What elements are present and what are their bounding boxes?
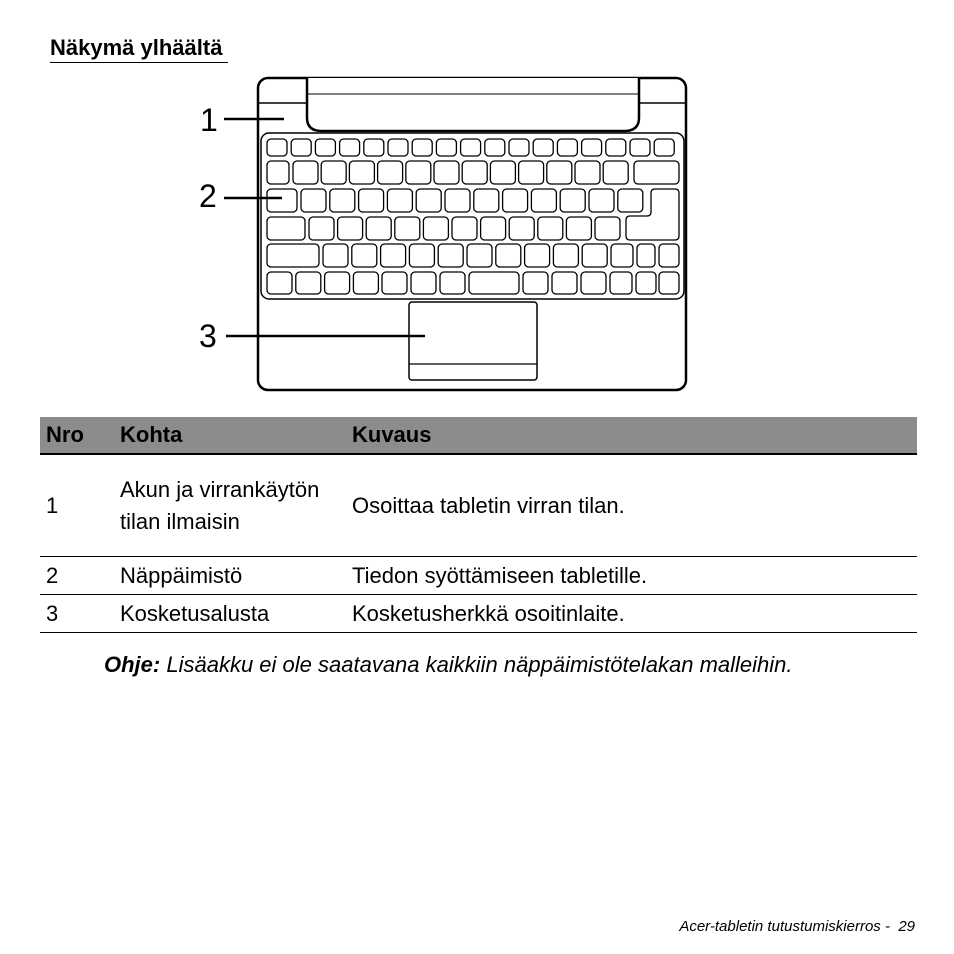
keyboard-key	[552, 272, 577, 294]
keyboard-key	[560, 189, 585, 212]
keyboard-key	[634, 161, 679, 184]
keyboard-key	[267, 217, 305, 240]
callout-number-2: 2	[199, 178, 217, 214]
keyboard-key	[323, 244, 348, 267]
keyboard-key	[416, 189, 441, 212]
callout-number-3: 3	[199, 318, 217, 354]
keyboard-key	[434, 161, 459, 184]
note-text: Lisäakku ei ole saatavana kaikkiin näppäimistötelakan malleihin.	[166, 652, 793, 677]
keyboard-key	[411, 272, 436, 294]
keyboard-key	[267, 139, 287, 156]
keyboard-key	[445, 189, 470, 212]
keyboard-key	[467, 244, 492, 267]
keyboard-key	[388, 139, 408, 156]
keyboard-key	[490, 161, 515, 184]
keyboard-key	[575, 161, 600, 184]
keyboard-key	[637, 244, 655, 267]
table-row	[40, 454, 917, 557]
cell-nro: 3	[40, 595, 114, 633]
keyboard-key	[509, 139, 529, 156]
keyboard-key	[582, 244, 607, 267]
keyboard-key	[267, 189, 297, 212]
keyboard-key	[566, 217, 591, 240]
keyboard-key	[469, 272, 519, 294]
keyboard-key	[412, 139, 432, 156]
cell-kohta: Näppäimistö	[114, 557, 346, 595]
keyboard-key	[557, 139, 577, 156]
keyboard-key	[291, 139, 311, 156]
keyboard-key	[462, 161, 487, 184]
hinge-cradle	[307, 78, 639, 131]
keyboard-key	[315, 139, 335, 156]
table-header-row	[40, 417, 917, 454]
keyboard-key	[553, 244, 578, 267]
keyboard-key	[293, 161, 318, 184]
section-heading: Näkymä ylhäältä	[50, 34, 228, 63]
keyboard-key	[423, 217, 448, 240]
keyboard-key	[452, 217, 477, 240]
keyboard-key	[509, 217, 534, 240]
keyboard-key	[349, 161, 374, 184]
keyboard-key	[496, 244, 521, 267]
keyboard-key	[503, 189, 528, 212]
header-kuvaus: Kuvaus	[346, 417, 917, 454]
keyboard-key	[538, 217, 563, 240]
keyboard-key	[378, 161, 403, 184]
keyboard-key	[531, 189, 556, 212]
keyboard-key	[659, 244, 679, 267]
keyboard-key	[654, 139, 674, 156]
keyboard-key	[267, 244, 319, 267]
keyboard-key	[519, 161, 544, 184]
keyboard-key	[630, 139, 650, 156]
keyboard-key	[352, 244, 377, 267]
keyboard-key	[523, 272, 548, 294]
note-label: Ohje:	[104, 652, 161, 677]
keyboard-key	[267, 161, 289, 184]
keyboard-key	[582, 139, 602, 156]
keyboard-key	[409, 244, 434, 267]
table-row	[40, 557, 917, 595]
keyboard-key	[618, 189, 643, 212]
cell-kohta: Kosketusalusta	[114, 595, 346, 633]
keyboard-key	[474, 189, 499, 212]
cell-kuvaus: Osoittaa tabletin virran tilan.	[346, 454, 917, 557]
table-row	[40, 595, 917, 633]
keyboard-key	[525, 244, 550, 267]
cell-kuvaus: Kosketusherkkä osoitinlaite.	[346, 595, 917, 633]
touchpad	[409, 302, 537, 380]
keyboard-key	[438, 244, 463, 267]
keyboard-key	[340, 139, 360, 156]
keyboard-key	[603, 161, 628, 184]
keyboard-key	[267, 272, 292, 294]
keyboard-key	[406, 161, 431, 184]
keyboard-key	[364, 139, 384, 156]
note-paragraph	[104, 648, 915, 681]
keyboard-key	[387, 189, 412, 212]
keyboard-dock-top-view-illustration	[190, 70, 700, 400]
keyboard-key	[533, 139, 553, 156]
keyboard-key	[461, 139, 481, 156]
keyboard-key	[485, 139, 505, 156]
footer-text: Acer-tabletin tutustumiskierros -	[679, 918, 890, 935]
page-footer	[679, 918, 915, 935]
keyboard-key	[338, 217, 363, 240]
keyboard-key	[395, 217, 420, 240]
keyboard-key	[606, 139, 626, 156]
cell-kuvaus: Tiedon syöttämiseen tabletille.	[346, 557, 917, 595]
keyboard-key	[366, 217, 391, 240]
keyboard-key	[581, 272, 606, 294]
keyboard-key	[481, 217, 506, 240]
header-kohta: Kohta	[114, 417, 346, 454]
keyboard-key	[611, 244, 633, 267]
keyboard-key	[382, 272, 407, 294]
callout-number-1: 1	[200, 102, 218, 138]
keyboard-key	[436, 139, 456, 156]
keyboard-key	[330, 189, 355, 212]
cell-nro: 1	[40, 454, 114, 557]
keyboard-key	[359, 189, 384, 212]
cell-nro: 2	[40, 557, 114, 595]
keyboard-key	[595, 217, 620, 240]
keyboard-key	[610, 272, 632, 294]
keyboard-key	[440, 272, 465, 294]
keyboard-key	[547, 161, 572, 184]
keyboard-key	[321, 161, 346, 184]
keyboard-key	[659, 272, 679, 294]
keyboard-key	[636, 272, 656, 294]
keyboard-key	[353, 272, 378, 294]
keyboard-key	[381, 244, 406, 267]
keyboard-key	[309, 217, 334, 240]
keyboard-key	[301, 189, 326, 212]
component-table	[40, 417, 917, 633]
keyboard-key	[325, 272, 350, 294]
keyboard-key	[589, 189, 614, 212]
page-number: 29	[898, 918, 915, 935]
header-nro: Nro	[40, 417, 114, 454]
cell-kohta: Akun ja virrankäytön tilan ilmaisin	[114, 454, 346, 557]
keyboard-key	[296, 272, 321, 294]
